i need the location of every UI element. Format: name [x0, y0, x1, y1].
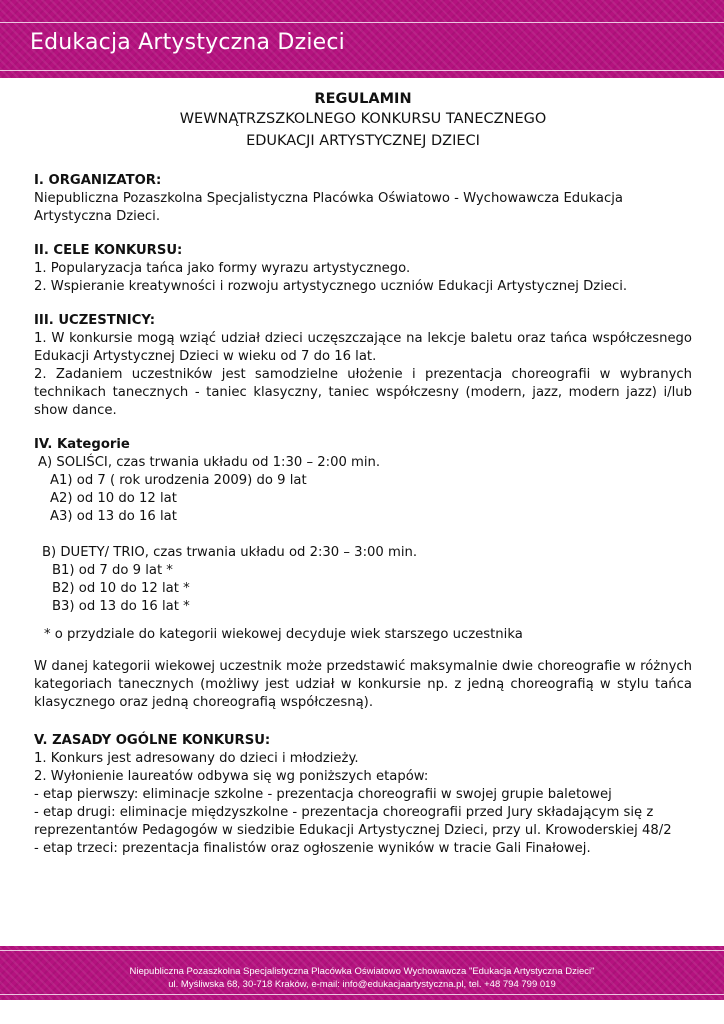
goal-item-2: 2. Wspieranie kreatywności i rozwoju artystycznego uczniów Edukacji Artystycznej Dzieci. [34, 279, 628, 294]
participants-item-2: 2. Zadaniem uczestników jest samodzielne ułożenie i prezentacja choreografii w wybranych technikach tanecznych - taniec klasyczny, taniec współczesny (modern, jazz, modern jazz) i/lub show dance. [34, 367, 692, 418]
category-note: * o przydziale do kategorii wiekowej decyduje wiek starszego uczestnika [44, 627, 523, 642]
category-b2: B2) od 10 do 12 lat * [52, 581, 190, 596]
section-organizer-heading: I. ORGANIZATOR: [34, 173, 162, 188]
header-divider-bottom [0, 70, 724, 71]
rule-item-5: - etap trzeci: prezentacja finalistów oraz ogłoszenie wyników w tracie Gali Finałowej. [34, 841, 591, 856]
organizer-line-1: Niepubliczna Pozaszkolna Specjalistyczna Placówka Oświatowo - Wychowawcza Edukacja [34, 191, 624, 206]
category-a2: A2) od 10 do 12 lat [50, 491, 177, 506]
category-a3: A3) od 13 do 16 lat [50, 509, 177, 524]
document-body [34, 90, 692, 858]
section-rules-heading: V. ZASADY OGÓLNE KONKURSU: [34, 733, 271, 748]
category-a1: A1) od 7 ( rok urodzenia 2009) do 9 lat [50, 473, 307, 488]
goal-item-1: 1. Popularyzacja tańca jako formy wyrazu artystycznego. [34, 261, 411, 276]
category-b1: B1) od 7 do 9 lat * [52, 563, 173, 578]
organizer-line-2: Artystyczna Dzieci. [34, 209, 161, 224]
section-categories-heading: IV. Kategorie [34, 437, 130, 452]
footer-divider-bottom [0, 994, 724, 995]
rule-item-3: - etap pierwszy: eliminacje szkolne - prezentacja choreografii w swojej grupie baletowej [34, 787, 612, 802]
category-paragraph: W danej kategorii wiekowej uczestnik może przedstawić maksymalnie dwie choreografie w różnych kategoriach tanecznych (możliwy jest udział w konkursie np. z jedną choreografią w stylu tańca klasycznego oraz jedną choreografią współczesną). [34, 659, 692, 710]
footer-contact: ul. Myśliwska 68, 30-718 Kraków, e-mail: info@edukacjaartystyczna.pl, tel. +48 794 799 019 [168, 979, 556, 990]
category-a-label: A) SOLIŚCI, czas trwania układu od 1:30 – 2:00 min. [38, 455, 381, 470]
rule-item-4: - etap drugi: eliminacje międzyszkolne - prezentacja choreografii przed Jury składającym się z reprezentantów Pedagogów w siedzibie Edukacji Artystycznej Dzieci, przy ul. Krowoderskiej 48/2 [34, 805, 672, 838]
category-b3: B3) od 13 do 16 lat * [52, 599, 190, 614]
section-participants-heading: III. UCZESTNICY: [34, 313, 156, 328]
document-subtitle-1: WEWNĄTRZSZKOLNEGO KONKURSU TANECZNEGO [179, 111, 547, 127]
footer-org-name: Niepubliczna Pozaszkolna Specjalistyczna Placówka Oświatowo Wychowawcza "Edukacja Artystyczna Dzieci" [129, 966, 595, 977]
brand-title: Edukacja Artystyczna Dzieci [30, 30, 345, 55]
footer-divider-top [0, 950, 724, 951]
header-band [0, 0, 724, 78]
document-subtitle-2: EDUKACJI ARTYSTYCZNEJ DZIECI [246, 133, 480, 149]
participants-item-1: 1. W konkursie mogą wziąć udział dzieci uczęszczające na lekcje baletu oraz tańca współczesnego Edukacji Artystycznej Dzieci w wieku od 7 do 16 lat. [34, 331, 692, 364]
rule-item-2: 2. Wyłonienie laureatów odbywa się wg poniższych etapów: [34, 769, 429, 784]
spacer [34, 526, 692, 544]
document-title: REGULAMIN [314, 91, 412, 107]
footer-band [0, 946, 724, 1000]
section-goals-heading: II. CELE KONKURSU: [34, 243, 183, 258]
rule-item-1: 1. Konkurs jest adresowany do dzieci i młodzieży. [34, 751, 359, 766]
header-divider-top [0, 22, 724, 23]
category-b-label: B) DUETY/ TRIO, czas trwania układu od 2:30 – 3:00 min. [42, 545, 418, 560]
